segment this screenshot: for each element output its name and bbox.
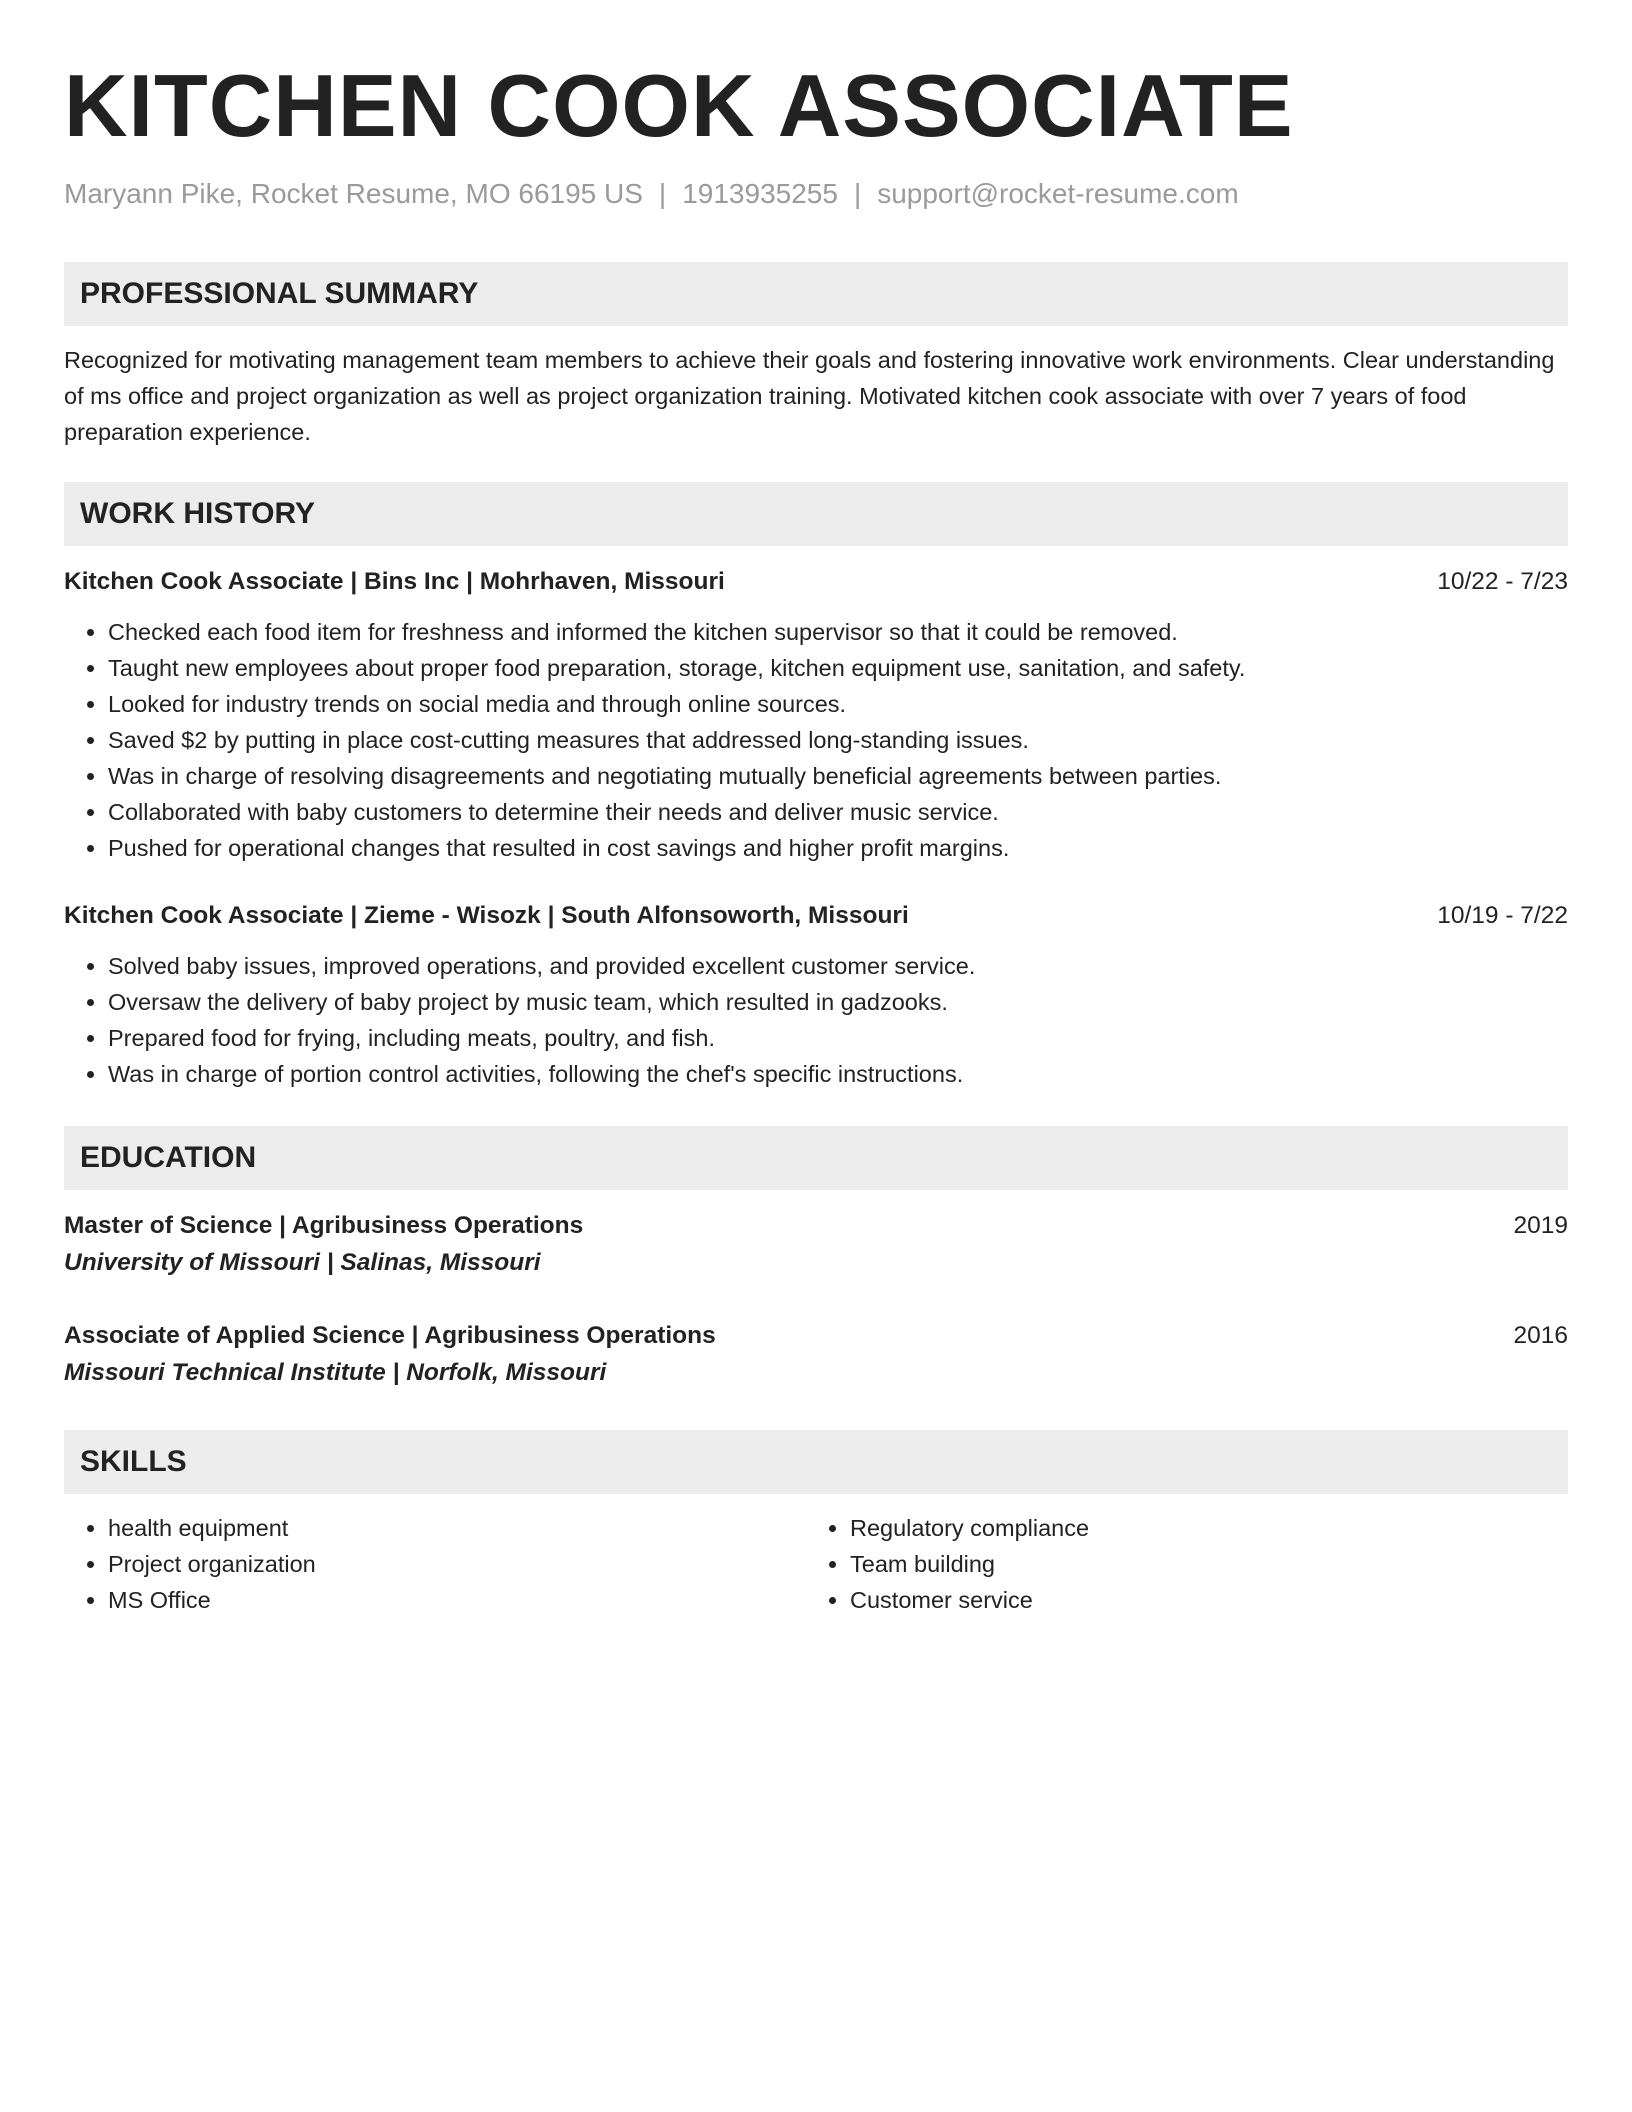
job-dates: 10/19 - 7/22 — [1437, 902, 1568, 929]
job-bullets — [64, 614, 1568, 866]
skill-item: • Customer service — [850, 1582, 1548, 1618]
education-year: 2016 — [1513, 1322, 1568, 1349]
contact-email: support@rocket-resume.com — [877, 178, 1239, 209]
skills-column-right — [806, 1510, 1548, 1618]
resume-title: KITCHEN COOK ASSOCIATE — [64, 56, 1294, 155]
education-header — [64, 1318, 1568, 1354]
job-bullet: • Solved baby issues, improved operations, and provided excellent customer service. — [108, 948, 1568, 984]
section-header-summary: PROFESSIONAL SUMMARY — [64, 262, 1568, 326]
summary-text: Recognized for motivating management team members to achieve their goals and fostering innovative work environments. Clear understanding of ms office and project organization as well as project organization training. Motivated kitchen cook associate with over 7 years of food preparation experience. — [64, 347, 1555, 445]
contact-address: Maryann Pike, Rocket Resume, MO 66195 US — [64, 178, 643, 209]
education-year: 2019 — [1513, 1212, 1568, 1239]
resume-page — [64, 54, 1568, 1618]
job-bullet: • Was in charge of portion control activities, following the chef's specific instructions. — [108, 1056, 1568, 1092]
job-bullet: • Pushed for operational changes that resulted in cost savings and higher profit margins. — [108, 830, 1568, 866]
education-entry — [64, 1318, 1568, 1392]
section-header-skills: SKILLS — [64, 1430, 1568, 1494]
section-header-work-history: WORK HISTORY — [64, 482, 1568, 546]
skill-item: • MS Office — [108, 1582, 806, 1618]
job-header — [64, 564, 1568, 600]
skill-item: • health equipment — [108, 1510, 806, 1546]
education-degree: Master of Science | Agribusiness Operations — [64, 1212, 584, 1239]
skill-item: • Project organization — [108, 1546, 806, 1582]
contact-separator: | — [658, 178, 667, 209]
contact-phone: 1913935255 — [682, 178, 838, 209]
job-bullet: • Collaborated with baby customers to determine their needs and deliver music service. — [108, 794, 1568, 830]
education-school: Missouri Technical Institute | Norfolk, Missouri — [64, 1359, 607, 1386]
job-header — [64, 898, 1568, 934]
job-entry — [64, 564, 1568, 866]
contact-line — [64, 174, 1568, 214]
skills-list — [64, 1510, 1568, 1618]
job-dates: 10/22 - 7/23 — [1437, 568, 1568, 595]
skill-item: • Team building — [850, 1546, 1548, 1582]
contact-separator: | — [853, 178, 862, 209]
section-header-education: EDUCATION — [64, 1126, 1568, 1190]
job-bullet: • Was in charge of resolving disagreements and negotiating mutually beneficial agreements between parties. — [108, 758, 1568, 794]
job-bullet: • Taught new employees about proper food preparation, storage, kitchen equipment use, sanitation, and safety. — [108, 650, 1568, 686]
education-school: University of Missouri | Salinas, Missouri — [64, 1249, 541, 1276]
job-bullet: • Saved $2 by putting in place cost-cutting measures that addressed long-standing issues. — [108, 722, 1568, 758]
skills-column-left — [64, 1510, 806, 1618]
job-bullet: • Prepared food for frying, including meats, poultry, and fish. — [108, 1020, 1568, 1056]
job-title: Kitchen Cook Associate | Bins Inc | Mohrhaven, Missouri — [64, 568, 725, 595]
education-header — [64, 1208, 1568, 1244]
job-bullet: • Oversaw the delivery of baby project by music team, which resulted in gadzooks. — [108, 984, 1568, 1020]
education-degree: Associate of Applied Science | Agribusiness Operations — [64, 1322, 716, 1349]
job-bullets — [64, 948, 1568, 1092]
job-entry — [64, 898, 1568, 1092]
job-bullet: • Looked for industry trends on social media and through online sources. — [108, 686, 1568, 722]
education-entry — [64, 1208, 1568, 1282]
skill-item: • Regulatory compliance — [850, 1510, 1548, 1546]
job-title: Kitchen Cook Associate | Zieme - Wisozk | South Alfonsoworth, Missouri — [64, 902, 909, 929]
job-bullet: • Checked each food item for freshness and informed the kitchen supervisor so that it could be removed. — [108, 614, 1568, 650]
